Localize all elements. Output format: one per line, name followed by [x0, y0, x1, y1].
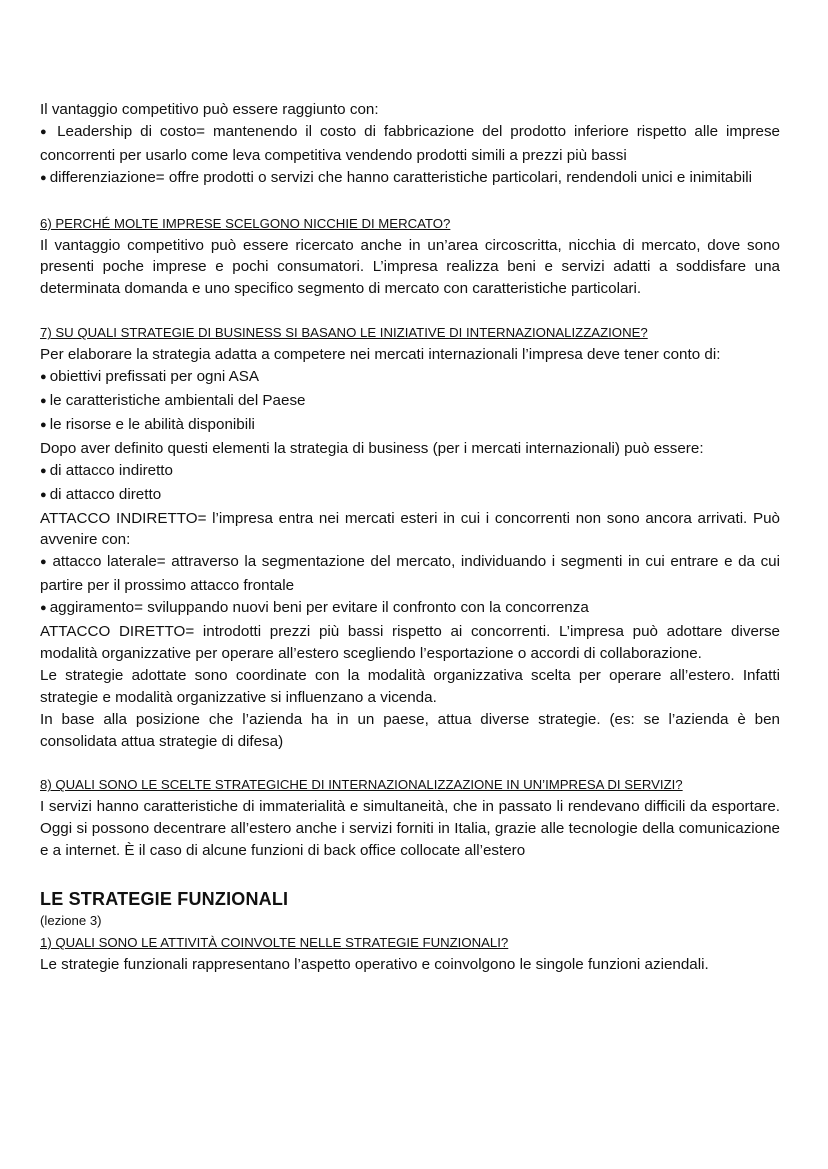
question-1-answer: Le strategie funzionali rappresentano l’aspetto operativo e coinvolgono le singole funzioni aziendali. [40, 956, 709, 973]
attacco-laterale-item: ● attacco laterale= attraverso la segmentazione del mercato, individuando i segmenti in cui entrare e da cui partire per il prossimo attacco frontale [40, 551, 780, 597]
factor-item: ● obiettivi prefissati per ogni ASA [40, 366, 780, 390]
attacco-diretto-text: ATTACCO DIRETTO= introdotti prezzi più bassi rispetto ai concorrenti. L’impresa può adottare diverse modalità organizzative per operare all’estero scegliendo l’esportazione o accordi di collaborazione. [40, 623, 780, 662]
question-6-answer: Il vantaggio competitivo può essere ricercato anche in un’area circoscritta, nicchia di mercato, dove sono presenti poche imprese e pochi consumatori. L’impresa realizza beni e servizi adatti a soddisfare una determinata domanda e uno specifico segmento di mercato con caratteristiche particolari. [40, 236, 780, 298]
section-subtitle: (lezione 3) [40, 913, 102, 929]
question-6-heading: 6) PERCHÉ MOLTE IMPRESE SCELGONO NICCHIE DI MERCATO? [40, 215, 451, 231]
question-7-intro: Per elaborare la strategia adatta a competere nei mercati internazionali l’impresa deve tener conto di: [40, 346, 721, 364]
bullet-leadership-di-costo: ● Leadership di costo= mantenendo il costo di fabbricazione del prodotto inferiore rispetto alle imprese concorrenti per usarlo come leva competitiva vendendo prodotti simili a prezzi più bassi [40, 121, 780, 167]
question-1-heading: 1) QUALI SONO LE ATTIVITÀ COINVOLTE NELLE STRATEGIE FUNZIONALI? [40, 935, 509, 951]
coordination-text: Le strategie adottate sono coordinate con la modalità organizzativa scelta per operare all’estero. Infatti strategie e modalità organizzative si influenzano a vicenda. [40, 666, 780, 706]
section-title: LE STRATEGIE FUNZIONALI [40, 889, 289, 910]
strategy-types-intro: Dopo aver definito questi elementi la strategia di business (per i mercati internazionali) può essere: [40, 439, 704, 457]
factor-item: ● le risorse e le abilità disponibili [40, 414, 780, 438]
question-8-heading: 8) QUALI SONO LE SCELTE STRATEGICHE DI INTERNAZIONALIZZAZIONE IN UN’IMPRESA DI SERVIZI? [40, 777, 683, 793]
question-8-answer: I servizi hanno caratteristiche di immaterialità e simultaneità, che in passato li rendevano difficili da esportare. Oggi si possono decentrare all’estero anche i servizi forniti in Italia, grazie alle tecnologie della comunicazione e a internet. È il caso di alcune funzioni di back office collocate all’estero [40, 798, 780, 860]
strategy-type-item: ● di attacco indiretto [40, 460, 780, 484]
question-7-heading: 7) SU QUALI STRATEGIE DI BUSINESS SI BASANO LE INIZIATIVE DI INTERNAZIONALIZZAZIONE? [40, 325, 648, 341]
competitive-advantage-intro: Il vantaggio competitivo può essere raggiunto con: [40, 101, 379, 118]
aggiramento-item: ● aggiramento= sviluppando nuovi beni per evitare il confronto con la concorrenza [40, 597, 780, 621]
page-content [40, 99, 780, 976]
attacco-indiretto-text: ATTACCO INDIRETTO= l’impresa entra nei mercati esteri in cui i concorrenti non sono ancora arrivati. Può avvenire con: [40, 509, 780, 549]
factor-item: ● le caratteristiche ambientali del Paese [40, 390, 780, 414]
position-text: In base alla posizione che l’azienda ha in un paese, attua diverse strategie. (es: se l’azienda è ben consolidata attua strategie di difesa) [40, 710, 780, 750]
strategy-type-item: ● di attacco diretto [40, 484, 780, 508]
bullet-differenziazione: ● differenziazione= offre prodotti o servizi che hanno caratteristiche particolari, rendendoli unici e inimitabili [40, 167, 780, 191]
